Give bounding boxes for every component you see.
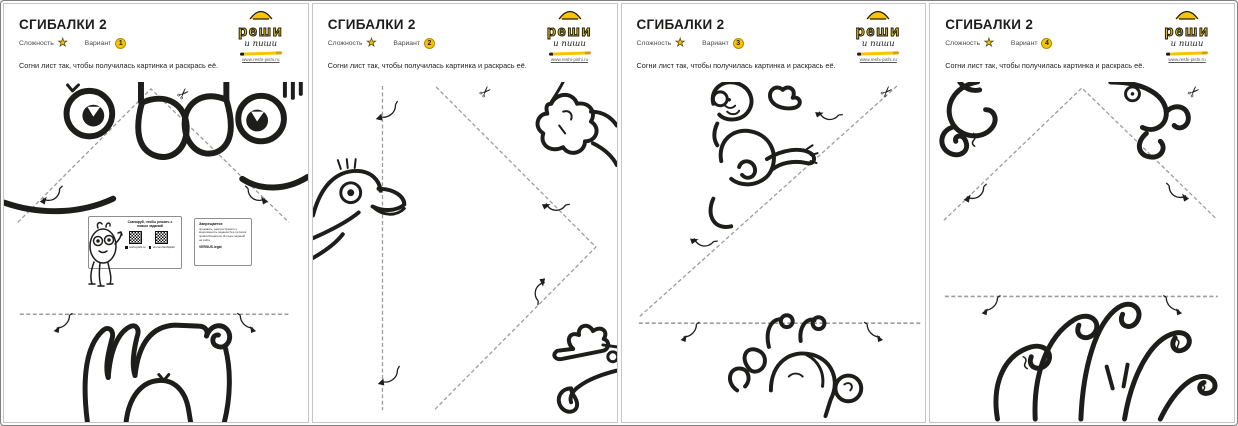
difficulty-star-icon: ★ — [984, 37, 994, 49]
meta-row — [328, 38, 435, 49]
fold-down-arrow-icon — [680, 322, 699, 342]
instruction-text: Согни лист так, чтобы получилась картинка и раскрась её. — [945, 61, 1145, 70]
rotate-arrow-icon — [1167, 183, 1190, 202]
reshi-pishi-logo — [838, 8, 918, 62]
variant-label: Вариант — [84, 40, 112, 47]
plant-tuft-drawing — [537, 82, 616, 165]
difficulty-label: Сложность — [19, 40, 54, 47]
fold-diagram-3 — [622, 82, 926, 422]
variant-number-badge: 2 — [424, 38, 435, 49]
logo-word-pishi: и пиши — [553, 39, 586, 49]
difficulty-star-icon: ★ — [675, 37, 686, 49]
fold-diagram-4 — [930, 82, 1234, 422]
qr-code-site — [129, 231, 142, 244]
variant-label: Вариант — [702, 40, 729, 47]
rotate-arrow-icon — [372, 101, 401, 122]
pencil-icon — [1166, 51, 1208, 55]
instruction-text: Согни лист так, чтобы получилась картинка и раскрась её. — [19, 61, 219, 70]
page-title: СГИБАЛКИ 2 — [19, 17, 107, 32]
tentacle-curls-left-drawing — [942, 82, 995, 155]
site-icon — [125, 246, 128, 249]
variant-label: Вариант — [393, 40, 420, 47]
copyright-card — [194, 218, 252, 266]
graduate-cap-icon — [557, 9, 583, 20]
fold-line-diagonal — [435, 87, 596, 409]
logo-site-link[interactable]: www.reshi-pishi.ru — [859, 56, 897, 62]
logo-word-pishi: и пиши — [1170, 39, 1204, 49]
rotate-arrow-icon — [964, 184, 987, 203]
promo-card — [88, 216, 182, 269]
variant-number-badge: 1 — [115, 38, 126, 49]
social-icon — [149, 246, 152, 249]
logo-site-link[interactable]: www.reshi-pishi.ru — [550, 56, 589, 62]
qr-code-social — [155, 231, 168, 244]
meta-row — [19, 38, 126, 49]
difficulty-star-icon: ★ — [366, 37, 377, 49]
monkey-drawing — [710, 82, 817, 227]
worksheet-page-4 — [929, 3, 1235, 423]
rotate-arrow-icon — [813, 100, 843, 129]
logo-word-reshi: реши — [1164, 23, 1210, 40]
pencil-icon — [240, 51, 282, 55]
logo-word-pishi: и пиши — [861, 39, 895, 49]
reshi-pishi-logo — [1147, 8, 1227, 62]
pencil-icon — [857, 51, 899, 55]
puppy-face-left-drawing — [4, 82, 187, 211]
meta-row — [637, 38, 744, 49]
reshi-pishi-logo — [221, 8, 301, 62]
fold-down-arrow-icon — [1164, 295, 1183, 315]
logo-word-pishi: и пиши — [244, 39, 278, 49]
bug-drawing — [729, 315, 860, 416]
rotate-arrow-icon — [374, 366, 403, 387]
fold-down-arrow-icon — [54, 313, 73, 333]
variant-number-badge: 4 — [1041, 38, 1052, 49]
variant-label: Вариант — [1010, 40, 1038, 47]
fold-sheet-area-1 — [4, 82, 308, 422]
copyright-heading: Запрещается — [199, 222, 223, 226]
duck-head-drawing — [313, 159, 404, 258]
difficulty-label: Сложность — [327, 40, 363, 47]
fold-diagram-2 — [313, 82, 617, 422]
fold-down-arrow-icon — [864, 322, 883, 342]
qr-label-site: reshi-pishi.ru — [129, 245, 146, 250]
worksheet-page-2 — [312, 3, 618, 423]
puppy-body-drawing — [85, 325, 230, 422]
rotate-arrow-icon — [526, 276, 556, 305]
graduate-cap-icon — [248, 9, 274, 20]
scissors-icon: ✂ — [877, 82, 898, 103]
page-title: СГИБАЛКИ 2 — [945, 17, 1034, 32]
graduate-cap-icon — [865, 9, 891, 20]
logo-word-reshi: реши — [238, 23, 284, 40]
fold-sheet-area-4 — [930, 82, 1234, 422]
promo-heading: Сканируй, чтобы решать с новых заданий — [127, 220, 173, 229]
fold-down-arrow-icon — [237, 313, 256, 333]
meta-row — [945, 38, 1052, 49]
page-title: СГИБАЛКИ 2 — [636, 17, 725, 32]
fold-sheet-area-2 — [313, 82, 617, 422]
pencil-icon — [548, 51, 590, 55]
copyright-body: продавать, распространять и видоизменять задания без согласия правообладателя. Больше заданий на сайте. — [199, 226, 247, 242]
fold-sheet-area-3 — [622, 82, 926, 422]
bug-mascot-drawing — [86, 220, 124, 292]
worksheet-page-3 — [621, 3, 927, 423]
copyright-publisher: VERSUS.legal — [199, 244, 222, 249]
instruction-text: Согни лист так, чтобы получилась картинка и раскрась её. — [327, 61, 527, 70]
reshi-pishi-logo — [530, 8, 610, 62]
fold-line-diagonal — [638, 86, 896, 317]
scissors-icon: ✂ — [1184, 82, 1205, 103]
logo-site-link[interactable]: www.reshi-pishi.ru — [1168, 56, 1206, 62]
logo-word-reshi: реши — [855, 23, 901, 40]
frog-legs-drawing — [554, 326, 616, 412]
difficulty-label: Сложность — [945, 40, 981, 47]
page-title: СГИБАЛКИ 2 — [327, 17, 416, 32]
variant-number-badge: 3 — [733, 38, 744, 49]
worksheet-page-1 — [3, 3, 309, 423]
instruction-text: Согни лист так, чтобы получилась картинка и раскрась её. — [636, 61, 836, 70]
difficulty-star-icon: ★ — [57, 37, 68, 49]
scissors-icon: ✂ — [174, 84, 195, 105]
octopus-drawing — [996, 304, 1215, 419]
logo-word-reshi: реши — [546, 23, 593, 40]
tentacle-curls-right-drawing — [1111, 82, 1189, 157]
qr-label-social: vk.com/reshipishi — [152, 245, 175, 250]
logo-site-link[interactable]: www.reshi-pishi.ru — [242, 56, 280, 62]
puppy-face-right-drawing — [185, 82, 308, 188]
scissors-icon: ✂ — [475, 82, 497, 103]
difficulty-label: Сложность — [636, 40, 672, 47]
graduate-cap-icon — [1174, 9, 1200, 20]
fold-down-arrow-icon — [982, 295, 1001, 315]
